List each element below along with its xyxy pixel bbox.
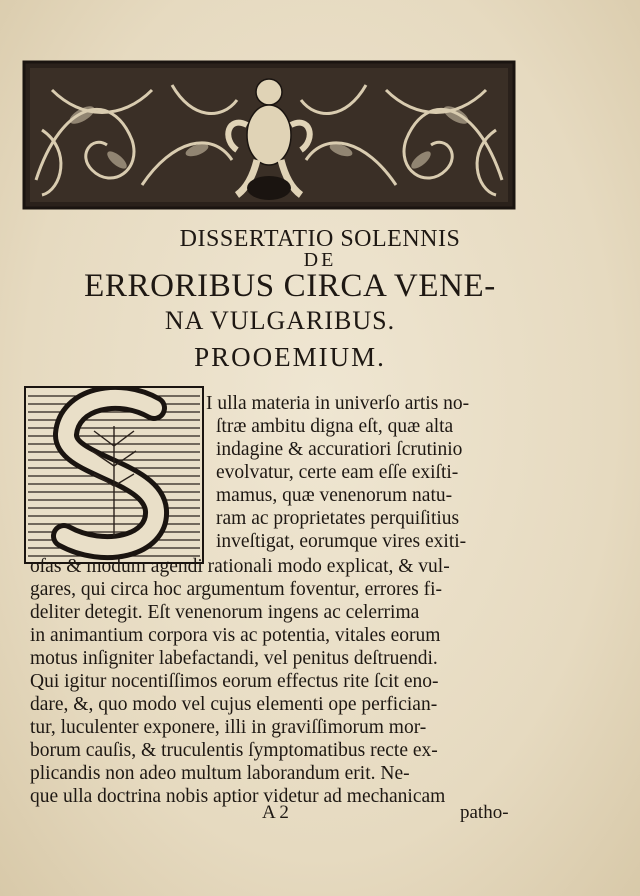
- catchword: patho-: [460, 802, 509, 823]
- title-line-dissertatio: DISSERTATIO SOLENNIS: [179, 226, 461, 252]
- signature-mark: A 2: [262, 802, 289, 823]
- body-line: borum cauſis, & truculentis ſymptomatibus recte ex-: [30, 740, 438, 761]
- body-line: que ulla doctrina nobis aptior videtur ad mechanicam: [30, 786, 446, 807]
- body-line: tur, luculenter exponere, illi in graviſſimorum mor-: [30, 717, 427, 738]
- body-line: I ulla materia in univerſo artis no-: [206, 393, 470, 414]
- body-line: ſtræ ambitu digna eſt, quæ alta: [216, 416, 454, 437]
- title-line-erroribus: ERRORIBUS CIRCA VENE-: [84, 268, 496, 304]
- title-line-vulgaribus: NA VULGARIBUS.: [164, 306, 396, 335]
- body-line: Qui igitur nocentiſſimos eorum effectus rite ſcit eno-: [30, 671, 439, 692]
- body-line: motus inſigniter labefactandi, vel penitus deſtruendi.: [30, 648, 438, 669]
- body-line: gares, qui circa hoc argumentum foventur, errores fi-: [30, 579, 442, 600]
- body-line: dare, &, quo modo vel cujus elementi ope perfician-: [30, 694, 438, 715]
- body-line: in animantium corpora vis ac potentia, vitales eorum: [30, 625, 441, 646]
- historiated-initial-s-icon: [24, 386, 204, 564]
- title-line-de: DE: [303, 249, 337, 271]
- section-heading-prooemium: PROOEMIUM.: [194, 342, 386, 372]
- body-line: inveſtigat, eorumque vires exiti-: [216, 531, 467, 552]
- body-line: oſas & modum agendi rationali modo explicat, & vul-: [30, 556, 450, 577]
- body-line: evolvatur, certe eam eſſe exiſti-: [216, 462, 459, 483]
- body-line: plicandis non adeo multum laborandum erit. Ne-: [30, 763, 410, 784]
- cherub-ornament-headpiece: [22, 60, 516, 210]
- body-line: mamus, quæ venenorum natu-: [216, 485, 453, 506]
- body-line: deliter detegit. Eſt venenorum ingens ac celerrima: [30, 602, 420, 623]
- body-line: ram ac proprietates perquiſitius: [216, 508, 460, 529]
- body-line: indagine & accuratiori ſcrutinio: [216, 439, 463, 460]
